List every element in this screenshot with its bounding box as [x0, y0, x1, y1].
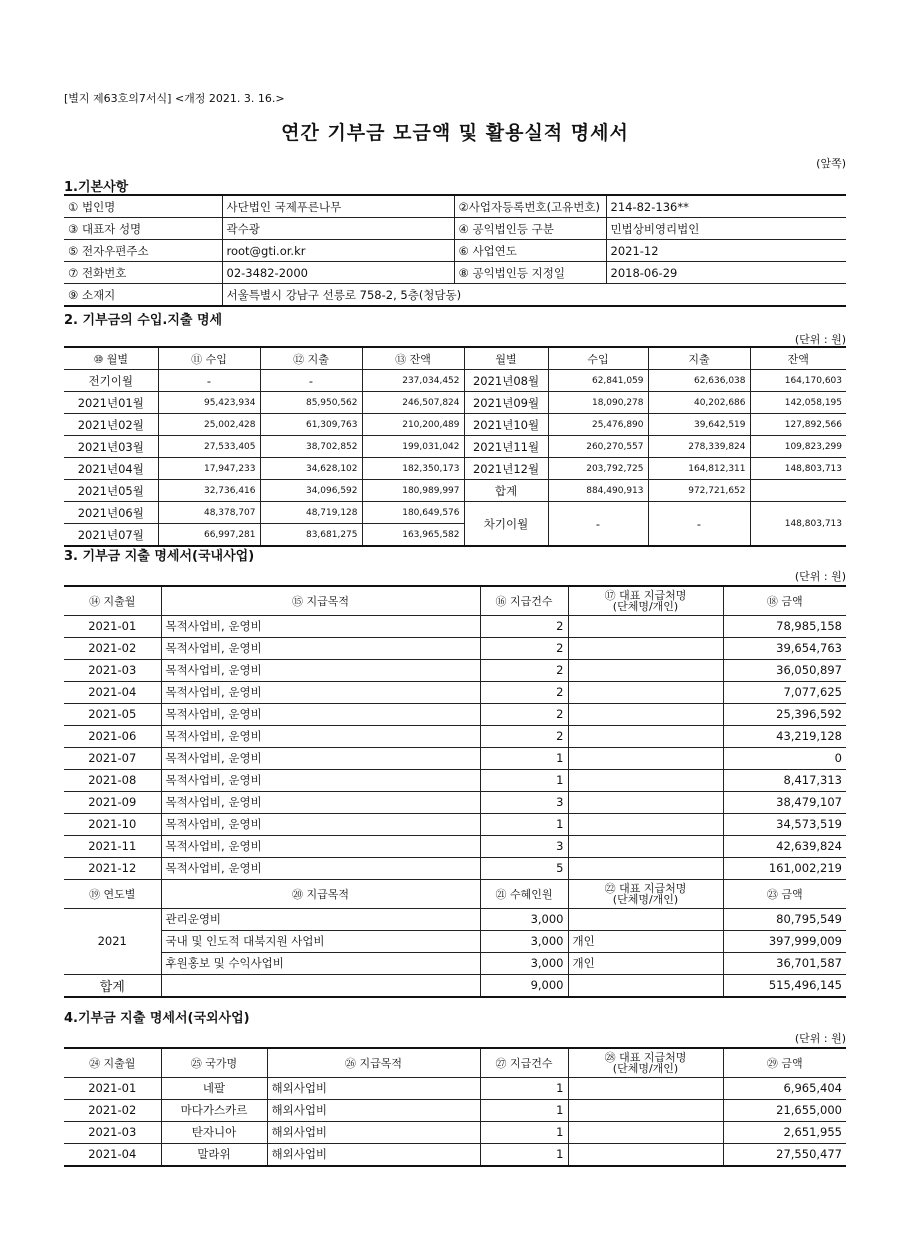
field-value: 214-82-136** [606, 195, 846, 218]
month-cell: 2021년03월 [64, 436, 158, 458]
section-income-title: 2. 기부금의 수입.지출 명세 [64, 313, 223, 328]
income-cell: 203,792,725 [548, 458, 648, 480]
count-cell: 1 [480, 1077, 568, 1099]
payee-header-line: ㉘ 대표 지급처명 [604, 1050, 687, 1064]
balance-cell: 180,989,997 [362, 480, 464, 502]
income-cell: 32,736,416 [158, 480, 260, 502]
expense-cell: 48,719,128 [260, 502, 362, 524]
income-cell: 62,841,059 [548, 370, 648, 392]
month-cell: 2021-04 [64, 681, 161, 703]
purpose-cell: 목적사업비, 운영비 [161, 681, 480, 703]
column-header: ㉓ 금액 [723, 879, 846, 908]
domestic-row [64, 703, 846, 725]
count-cell: 1 [480, 1121, 568, 1143]
amount-cell: 43,219,128 [723, 725, 846, 747]
income-header-row [64, 347, 846, 370]
income-row [64, 414, 846, 436]
purpose-cell: 국내 및 인도적 대북지원 사업비 [161, 930, 480, 952]
income-cell: 25,002,428 [158, 414, 260, 436]
income-cell: 25,476,890 [548, 414, 648, 436]
column-header: ㉕ 국가명 [161, 1048, 267, 1077]
expense-cell: 40,202,686 [648, 392, 750, 414]
payee-cell [568, 1077, 723, 1099]
amount-cell: 25,396,592 [723, 703, 846, 725]
amount-cell: 34,573,519 [723, 813, 846, 835]
domestic-row [64, 857, 846, 879]
expense-cell: 972,721,652 [648, 480, 750, 502]
count-cell: 1 [480, 813, 568, 835]
purpose-cell: 목적사업비, 운영비 [161, 791, 480, 813]
field-label: ① 법인명 [64, 195, 222, 218]
month-cell: 2021년01월 [64, 392, 158, 414]
purpose-cell: 목적사업비, 운영비 [161, 835, 480, 857]
month-cell: 2021-07 [64, 747, 161, 769]
expense-cell: 164,812,311 [648, 458, 750, 480]
purpose-cell: 목적사업비, 운영비 [161, 615, 480, 637]
month-cell: 2021-11 [64, 835, 161, 857]
column-header: ⑱ 금액 [723, 586, 846, 615]
expense-cell: 34,096,592 [260, 480, 362, 502]
payee-cell [568, 791, 723, 813]
payee-cell [568, 703, 723, 725]
month-cell: 2021-10 [64, 813, 161, 835]
domestic-row [64, 681, 846, 703]
column-header: ⑩ 월별 [64, 347, 158, 370]
month-cell: 2021-01 [64, 1077, 161, 1099]
amount-cell: 21,655,000 [723, 1099, 846, 1121]
balance-cell: 164,170,603 [750, 370, 846, 392]
expense-cell: 278,339,824 [648, 436, 750, 458]
payee-cell [568, 1121, 723, 1143]
purpose-cell: 목적사업비, 운영비 [161, 703, 480, 725]
column-header: ⑲ 연도별 [64, 879, 161, 908]
income-cell: - [158, 370, 260, 392]
count-cell: 2 [480, 637, 568, 659]
income-row [64, 392, 846, 414]
month-cell: 합계 [464, 480, 548, 502]
purpose-cell: 목적사업비, 운영비 [161, 769, 480, 791]
year-cell: 2021 [64, 908, 161, 974]
month-cell: 2021-03 [64, 1121, 161, 1143]
document-title: 연간 기부금 모금액 및 활용실적 명세서 [281, 122, 629, 144]
domestic-year-row [64, 930, 846, 952]
purpose-cell: 목적사업비, 운영비 [161, 857, 480, 879]
balance-cell: 163,965,582 [362, 524, 464, 547]
purpose-cell: 목적사업비, 운영비 [161, 813, 480, 835]
amount-cell: 2,651,955 [723, 1121, 846, 1143]
column-header: ⑫ 지출 [260, 347, 362, 370]
income-unit-label: (단위 : 원) [794, 333, 846, 346]
overseas-row [64, 1099, 846, 1121]
total-empty-cell [161, 974, 480, 997]
income-expense-table [64, 346, 846, 547]
domestic-row [64, 747, 846, 769]
field-value: root@gti.or.kr [222, 240, 454, 262]
purpose-cell: 목적사업비, 운영비 [161, 747, 480, 769]
section-overseas-title: 4.기부금 지출 명세서(국외사업) [64, 1011, 250, 1026]
address-value: 서울특별시 강남구 선릉로 758-2, 5층(청담동) [222, 284, 846, 307]
income-row [64, 436, 846, 458]
count-cell: 1 [480, 747, 568, 769]
country-cell: 말라위 [161, 1143, 267, 1166]
payee-cell [568, 769, 723, 791]
column-header: ㉗ 지급건수 [480, 1048, 568, 1077]
amount-cell: 8,417,313 [723, 769, 846, 791]
count-cell: 1 [480, 1099, 568, 1121]
expense-cell: 85,950,562 [260, 392, 362, 414]
expense-cell: 83,681,275 [260, 524, 362, 547]
count-cell: 5 [480, 857, 568, 879]
amount-cell: 6,965,404 [723, 1077, 846, 1099]
expense-cell: - [648, 502, 750, 547]
month-cell: 2021-12 [64, 857, 161, 879]
month-cell: 2021년10월 [464, 414, 548, 436]
payee-cell [568, 659, 723, 681]
month-cell: 2021년07월 [64, 524, 158, 547]
domestic-header-row [64, 586, 846, 615]
people-cell: 3,000 [480, 952, 568, 974]
expense-cell: 39,642,519 [648, 414, 750, 436]
count-cell: 3 [480, 791, 568, 813]
payee-cell: 개인 [568, 930, 723, 952]
basic-info-row [64, 262, 846, 284]
overseas-row [64, 1077, 846, 1099]
domestic-header-row [64, 879, 846, 908]
amount-cell: 161,002,219 [723, 857, 846, 879]
month-cell: 2021-03 [64, 659, 161, 681]
balance-cell: 109,823,299 [750, 436, 846, 458]
month-cell: 2021-08 [64, 769, 161, 791]
income-cell: 95,423,934 [158, 392, 260, 414]
month-cell: 2021년09월 [464, 392, 548, 414]
purpose-cell: 해외사업비 [267, 1121, 480, 1143]
domestic-total-row [64, 974, 846, 997]
field-label: ⑦ 전화번호 [64, 262, 222, 284]
people-cell: 3,000 [480, 930, 568, 952]
balance-cell: 182,350,173 [362, 458, 464, 480]
column-header: ㉖ 지급목적 [267, 1048, 480, 1077]
month-cell: 2021년02월 [64, 414, 158, 436]
domestic-row [64, 659, 846, 681]
domestic-row [64, 769, 846, 791]
month-cell: 2021-04 [64, 1143, 161, 1166]
expense-cell: 62,636,038 [648, 370, 750, 392]
count-cell: 2 [480, 615, 568, 637]
total-amount: 515,496,145 [723, 974, 846, 997]
expense-cell: 61,309,763 [260, 414, 362, 436]
payee-header [568, 879, 723, 908]
payee-header-line: (단체명/개인) [612, 1061, 679, 1075]
balance-cell: 180,649,576 [362, 502, 464, 524]
balance-cell [750, 480, 846, 502]
income-cell: 260,270,557 [548, 436, 648, 458]
purpose-cell: 목적사업비, 운영비 [161, 637, 480, 659]
column-header: 수입 [548, 347, 648, 370]
basic-info-row [64, 195, 846, 218]
month-cell: 2021년12월 [464, 458, 548, 480]
purpose-cell: 목적사업비, 운영비 [161, 725, 480, 747]
month-cell: 차기이월 [464, 502, 548, 547]
income-cell: 27,533,405 [158, 436, 260, 458]
balance-cell: 148,803,713 [750, 502, 846, 547]
overseas-row [64, 1143, 846, 1166]
amount-cell: 36,050,897 [723, 659, 846, 681]
count-cell: 2 [480, 703, 568, 725]
field-label: ②사업자등록번호(고유번호) [454, 195, 606, 218]
income-row [64, 370, 846, 392]
domestic-row [64, 725, 846, 747]
month-cell: 2021년05월 [64, 480, 158, 502]
amount-cell: 78,985,158 [723, 615, 846, 637]
count-cell: 3 [480, 835, 568, 857]
column-header: ⑭ 지출월 [64, 586, 161, 615]
country-cell: 탄자니아 [161, 1121, 267, 1143]
expense-cell: - [260, 370, 362, 392]
balance-cell: 127,892,566 [750, 414, 846, 436]
payee-cell: 개인 [568, 952, 723, 974]
income-cell: 17,947,233 [158, 458, 260, 480]
amount-cell: 27,550,477 [723, 1143, 846, 1166]
overseas-unit-label: (단위 : 원) [794, 1032, 846, 1045]
month-cell: 2021-05 [64, 703, 161, 725]
month-cell: 전기이월 [64, 370, 158, 392]
domestic-row [64, 813, 846, 835]
column-header: ⑬ 잔액 [362, 347, 464, 370]
basic-info-table [64, 194, 846, 307]
column-header: ⑯ 지급건수 [480, 586, 568, 615]
payee-cell [568, 681, 723, 703]
income-cell: 66,997,281 [158, 524, 260, 547]
month-cell: 2021년08월 [464, 370, 548, 392]
column-header: ⑪ 수입 [158, 347, 260, 370]
payee-cell [568, 813, 723, 835]
income-row [64, 502, 846, 524]
field-label: ⑥ 사업연도 [454, 240, 606, 262]
overseas-header-row [64, 1048, 846, 1077]
column-header: ㉙ 금액 [723, 1048, 846, 1077]
month-cell: 2021-02 [64, 637, 161, 659]
page-side-label: (앞쪽) [816, 157, 846, 170]
domestic-year-row [64, 952, 846, 974]
field-value: 민법상비영리법인 [606, 218, 846, 240]
income-cell: 48,378,707 [158, 502, 260, 524]
count-cell: 1 [480, 769, 568, 791]
month-cell: 2021년06월 [64, 502, 158, 524]
income-cell: 884,490,913 [548, 480, 648, 502]
count-cell: 2 [480, 659, 568, 681]
total-empty-cell [568, 974, 723, 997]
domestic-row [64, 835, 846, 857]
count-cell: 2 [480, 725, 568, 747]
expense-cell: 34,628,102 [260, 458, 362, 480]
payee-header [568, 586, 723, 615]
domestic-expense-table [64, 585, 846, 998]
field-label: ④ 공익법인등 구분 [454, 218, 606, 240]
payee-header [568, 1048, 723, 1077]
amount-cell: 36,701,587 [723, 952, 846, 974]
field-value: 2021-12 [606, 240, 846, 262]
payee-cell [568, 637, 723, 659]
amount-cell: 39,654,763 [723, 637, 846, 659]
basic-info-row [64, 218, 846, 240]
field-value: 02-3482-2000 [222, 262, 454, 284]
column-header: ㉔ 지출월 [64, 1048, 161, 1077]
purpose-cell: 목적사업비, 운영비 [161, 659, 480, 681]
domestic-row [64, 615, 846, 637]
form-number: [별지 제63호의7서식] <개정 2021. 3. 16.> [64, 92, 285, 105]
total-label: 합계 [64, 974, 161, 997]
balance-cell: 148,803,713 [750, 458, 846, 480]
payee-header-line: ⑰ 대표 지급처명 [604, 588, 687, 602]
purpose-cell: 해외사업비 [267, 1077, 480, 1099]
column-header: 지출 [648, 347, 750, 370]
column-header: ⑮ 지급목적 [161, 586, 480, 615]
payee-cell [568, 747, 723, 769]
field-label: ⑤ 전자우편주소 [64, 240, 222, 262]
payee-cell [568, 1143, 723, 1166]
field-value: 2018-06-29 [606, 262, 846, 284]
payee-cell [568, 615, 723, 637]
month-cell: 2021년04월 [64, 458, 158, 480]
domestic-year-row [64, 908, 846, 930]
country-cell: 마다가스카르 [161, 1099, 267, 1121]
balance-cell: 237,034,452 [362, 370, 464, 392]
address-label: ⑨ 소재지 [64, 284, 222, 307]
income-cell: 18,090,278 [548, 392, 648, 414]
balance-cell: 199,031,042 [362, 436, 464, 458]
field-value: 곽수광 [222, 218, 454, 240]
column-header: 잔액 [750, 347, 846, 370]
field-label: ⑧ 공익법인등 지정일 [454, 262, 606, 284]
count-cell: 2 [480, 681, 568, 703]
amount-cell: 38,479,107 [723, 791, 846, 813]
balance-cell: 210,200,489 [362, 414, 464, 436]
column-header: 월별 [464, 347, 548, 370]
amount-cell: 397,999,009 [723, 930, 846, 952]
payee-cell [568, 725, 723, 747]
balance-cell: 142,058,195 [750, 392, 846, 414]
month-cell: 2021-02 [64, 1099, 161, 1121]
overseas-expense-table [64, 1047, 846, 1167]
month-cell: 2021-09 [64, 791, 161, 813]
payee-cell [568, 835, 723, 857]
total-people: 9,000 [480, 974, 568, 997]
payee-header-line: (단체명/개인) [612, 892, 679, 906]
balance-cell: 246,507,824 [362, 392, 464, 414]
income-cell: - [548, 502, 648, 547]
payee-header-line: (단체명/개인) [612, 599, 679, 613]
section-domestic-title: 3. 기부금 지출 명세서(국내사업) [64, 549, 255, 564]
income-row [64, 480, 846, 502]
column-header: ⑳ 지급목적 [161, 879, 480, 908]
amount-cell: 0 [723, 747, 846, 769]
country-cell: 네팔 [161, 1077, 267, 1099]
amount-cell: 42,639,824 [723, 835, 846, 857]
count-cell: 1 [480, 1143, 568, 1166]
purpose-cell: 해외사업비 [267, 1099, 480, 1121]
expense-cell: 38,702,852 [260, 436, 362, 458]
column-header: ㉑ 수혜인원 [480, 879, 568, 908]
month-cell: 2021년11월 [464, 436, 548, 458]
section-basic-title: 1.기본사항 [64, 180, 129, 195]
domestic-row [64, 791, 846, 813]
basic-info-row [64, 240, 846, 262]
overseas-row [64, 1121, 846, 1143]
people-cell: 3,000 [480, 908, 568, 930]
payee-cell [568, 1099, 723, 1121]
amount-cell: 7,077,625 [723, 681, 846, 703]
payee-header-line: ㉒ 대표 지급처명 [604, 881, 687, 895]
domestic-unit-label: (단위 : 원) [794, 570, 846, 583]
purpose-cell: 해외사업비 [267, 1143, 480, 1166]
month-cell: 2021-01 [64, 615, 161, 637]
income-row [64, 458, 846, 480]
field-value: 사단법인 국제푸른나무 [222, 195, 454, 218]
purpose-cell: 관리운영비 [161, 908, 480, 930]
domestic-row [64, 637, 846, 659]
basic-info-row [64, 284, 846, 307]
payee-cell [568, 908, 723, 930]
field-label: ③ 대표자 성명 [64, 218, 222, 240]
purpose-cell: 후원홍보 및 수익사업비 [161, 952, 480, 974]
month-cell: 2021-06 [64, 725, 161, 747]
payee-cell [568, 857, 723, 879]
amount-cell: 80,795,549 [723, 908, 846, 930]
